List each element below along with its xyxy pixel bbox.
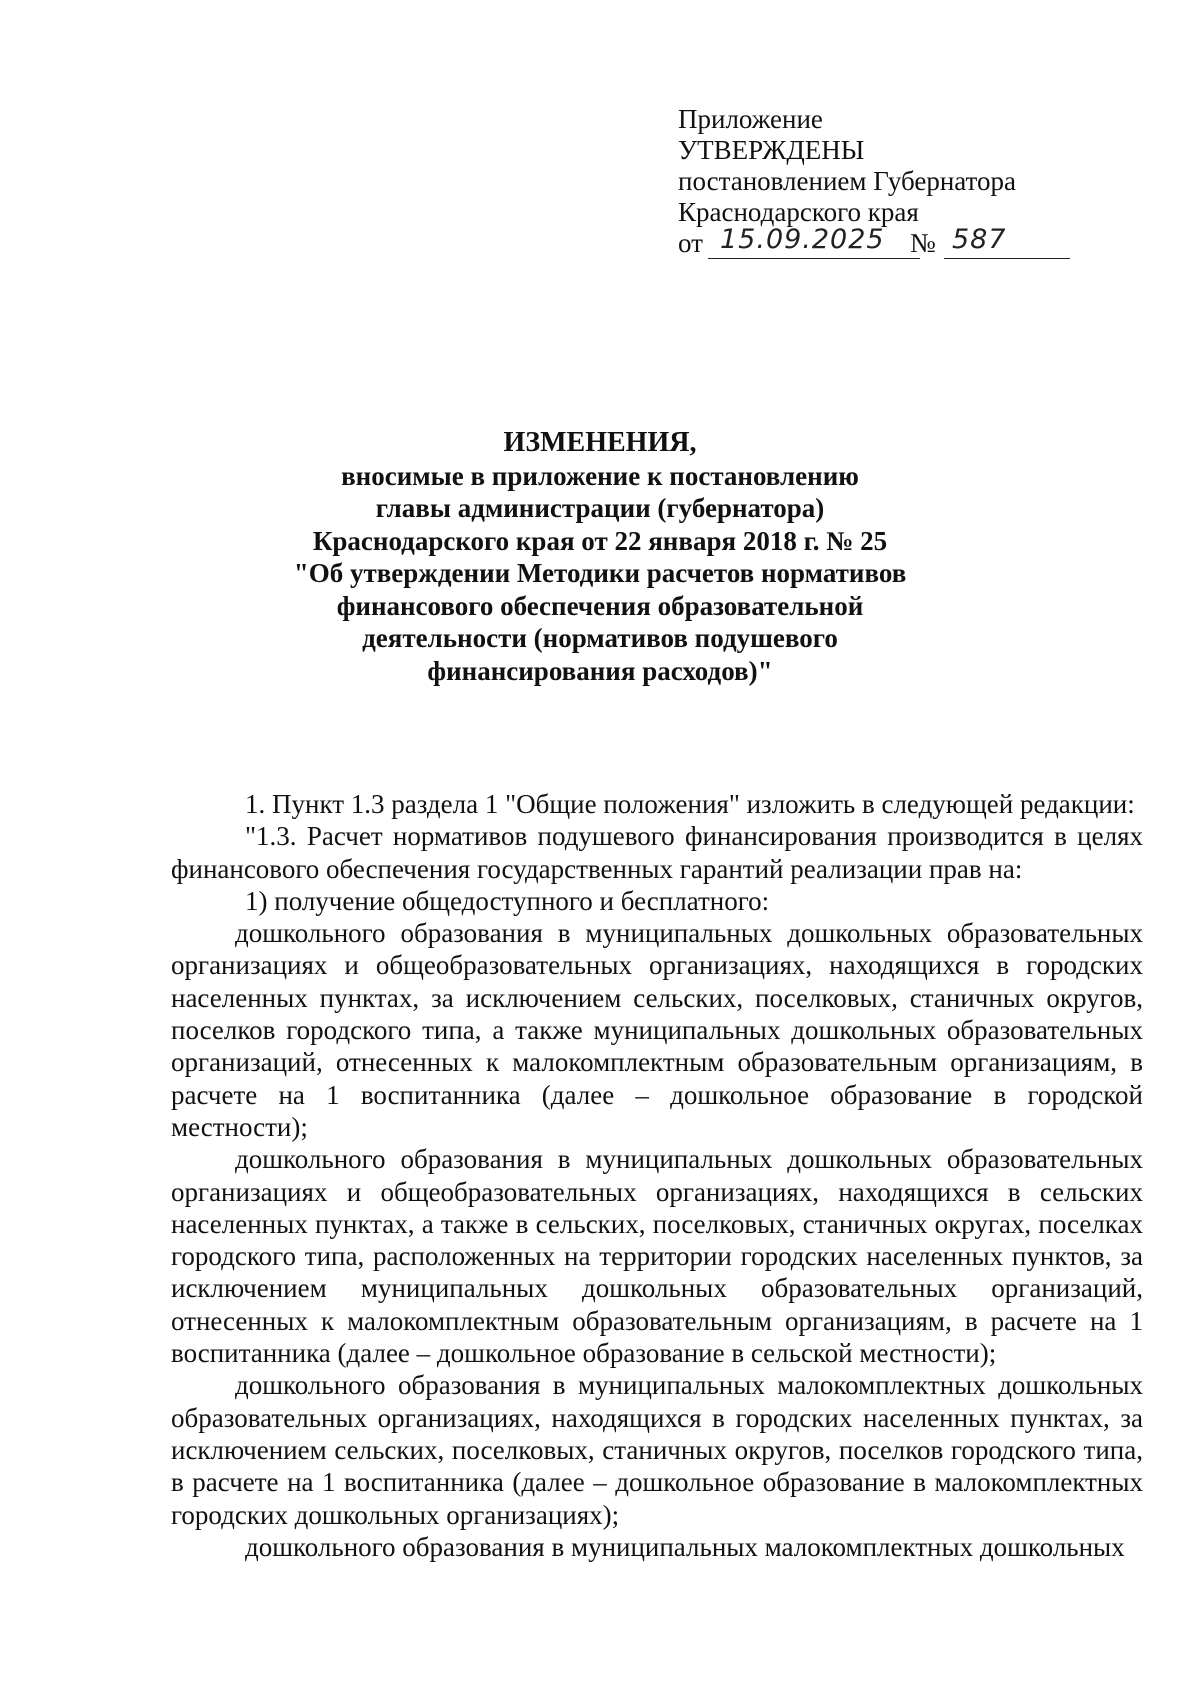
appendix-label: Приложение bbox=[678, 104, 823, 134]
title-line: финансирования расходов)" bbox=[427, 655, 773, 686]
handwritten-number: 587 bbox=[944, 224, 1070, 259]
paragraph: 1) получение общедоступного и бесплатного: bbox=[245, 885, 770, 916]
paragraph: дошкольного образования в муниципальных дошкольных образовательных организациях и общеобразовательных организациях, находящихся в городских населенных пунктах, за исключением сельских, поселковых, станичных округов, поселков городского типа, а также муниципальных дошкольных образовательных организаций, отнесенных к малокомплектным образовательным организациям, в расчете на 1 воспитанника (далее – дошкольное образование в городской местности); bbox=[171, 918, 1143, 1142]
paragraph: дошкольного образования в муниципальных малокомплектных дошкольных bbox=[245, 1531, 1125, 1562]
title-main: ИЗМЕНЕНИЯ, bbox=[503, 427, 697, 458]
title-line: вносимые в приложение к постановлению bbox=[341, 460, 859, 491]
title-line: Краснодарского края от 22 января 2018 г. № 25 bbox=[312, 525, 888, 556]
approved-label: УТВЕРЖДЕНЫ bbox=[678, 135, 865, 165]
paragraph: дошкольного образования в муниципальных дошкольных образовательных организациях и общеобразовательных организациях, находящихся в сельских населенных пунктах, а также в сельских, поселковых, станичных округах, поселках городского типа, расположенных на территории городских населенных пунктов, за исключением муниципальных дошкольных образовательных организаций, отнесенных к малокомплектным образовательным организациям, в расчете на 1 воспитанника (далее – дошкольное образование в сельской местности); bbox=[171, 1144, 1143, 1369]
paragraph: "1.3. Расчет нормативов подушевого финансирования производится в целях финансового обеспечения государственных гарантий реализации прав на: bbox=[171, 821, 1143, 884]
handwritten-date: 15.09.2025 bbox=[708, 224, 920, 259]
approved-by-decree: постановлением Губернатора bbox=[678, 166, 1016, 196]
from-label: от bbox=[678, 228, 703, 258]
document-body bbox=[171, 788, 1143, 1563]
title-line: главы администрации (губернатора) bbox=[375, 493, 825, 523]
title-line: деятельности (нормативов подушевого bbox=[362, 623, 838, 653]
title-line: финансового обеспечения образовательной bbox=[336, 590, 864, 621]
approval-block bbox=[678, 104, 1118, 259]
date-number-line bbox=[678, 224, 1118, 259]
document-title bbox=[230, 427, 970, 687]
paragraph: 1. Пункт 1.3 раздела 1 "Общие положения" изложить в следующей редакции: bbox=[245, 789, 1135, 819]
title-line: "Об утверждении Методики расчетов нормативов bbox=[293, 558, 907, 588]
paragraph: дошкольного образования в муниципальных малокомплектных дошкольных образовательных организациях, находящихся в городских населенных пунктах, за исключением сельских, поселковых, станичных округов, поселков городского типа, в расчете на 1 воспитанника (далее – дошкольное образование в малокомплектных городских дошкольных организациях); bbox=[171, 1370, 1143, 1530]
number-label: № bbox=[910, 228, 936, 258]
approved-region: Краснодарского края bbox=[678, 197, 919, 227]
